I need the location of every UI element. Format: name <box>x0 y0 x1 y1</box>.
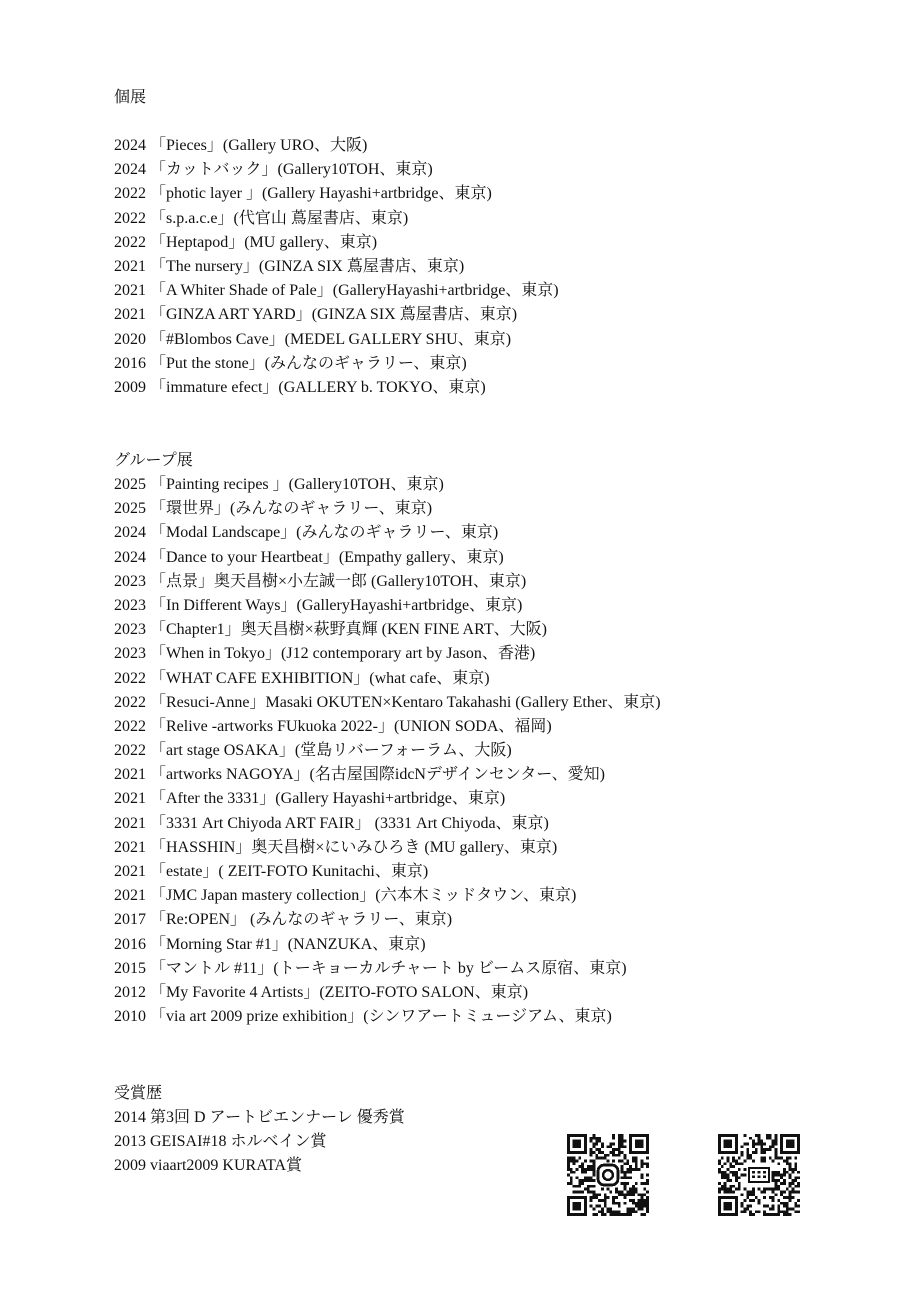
entry-text: 「Morning Star #1」(NANZUKA、東京) <box>150 935 426 953</box>
list-item <box>114 328 814 352</box>
entry-text: 「art stage OSAKA」(堂島リバーフォーラム、大阪) <box>150 742 512 760</box>
list-item <box>114 255 814 279</box>
list-item <box>114 546 814 570</box>
entry-text: 「My Favorite 4 Artists」(ZEITO-FOTO SALON、東京) <box>150 983 529 1001</box>
entry-text: 「Heptapod」(MU gallery、東京) <box>150 233 378 251</box>
entry-text: 「After the 3331」(Gallery Hayashi+artbridge、東京) <box>150 790 506 808</box>
list-item <box>114 884 814 908</box>
entry-year: 2020 <box>114 330 146 348</box>
instagram-icon <box>595 1162 620 1187</box>
list-item <box>114 1106 814 1130</box>
entry-text: 「GINZA ART YARD」(GINZA SIX 蔦屋書店、東京) <box>150 306 518 324</box>
entry-text: 「Relive -artworks FUkuoka 2022-」(UNION SODA、福岡) <box>150 717 552 735</box>
entry-text: 「Chapter1」奥天昌樹×萩野真輝 (KEN FINE ART、大阪) <box>150 621 547 639</box>
entry-year: 2022 <box>114 693 146 711</box>
entry-year: 2023 <box>114 645 146 663</box>
entry-year: 2015 <box>114 959 146 977</box>
entry-text: 「estate」( ZEIT-FOTO Kunitachi、東京) <box>150 863 429 880</box>
qr-code-instagram[interactable] <box>567 1134 649 1216</box>
solo-exhibitions-section <box>114 86 814 400</box>
entry-text: 「Pieces」(Gallery URO、大阪) <box>150 137 368 154</box>
entry-year: 2009 <box>114 1157 146 1175</box>
entry-year: 2024 <box>114 161 146 179</box>
entry-year: 2021 <box>114 863 146 880</box>
entry-year: 2024 <box>114 548 146 566</box>
entry-text: 「WHAT CAFE EXHIBITION」(what cafe、東京) <box>150 669 490 687</box>
entry-year: 2022 <box>114 233 146 251</box>
list-item <box>114 594 814 618</box>
entry-text: 「カットバック」(Gallery10TOH、東京) <box>150 161 433 179</box>
entry-year: 2012 <box>114 983 146 1001</box>
list-item <box>114 981 814 1005</box>
entry-year: 2025 <box>114 500 146 518</box>
list-item <box>114 715 814 739</box>
qr-code-keyboard[interactable] <box>718 1134 800 1216</box>
entry-year: 2022 <box>114 185 146 203</box>
entry-text: 「Modal Landscape」(みんなのギャラリー、東京) <box>150 524 499 542</box>
list-item <box>114 279 814 303</box>
entry-year: 2021 <box>114 814 146 832</box>
entry-year: 2021 <box>114 790 146 808</box>
list-item <box>114 933 814 957</box>
entry-year: 2021 <box>114 838 146 856</box>
list-item <box>114 352 814 376</box>
list-item <box>114 134 814 158</box>
list-item <box>114 957 814 981</box>
list-item <box>114 739 814 763</box>
entry-year: 2014 <box>114 1109 146 1126</box>
entry-year: 2021 <box>114 766 146 784</box>
entry-text: 「マントル #11」(トーキョーカルチャート by ビームス原宿、東京) <box>150 959 627 977</box>
entry-text: 「via art 2009 prize exhibition」(シンワアートミュージアム、東京) <box>150 1008 612 1026</box>
entry-year: 2016 <box>114 354 146 372</box>
entry-year: 2021 <box>114 306 146 324</box>
entry-text: 「HASSHIN」奥天昌樹×にいみひろき (MU gallery、東京) <box>150 838 558 856</box>
list-item <box>114 836 814 860</box>
entry-text: 「JMC Japan mastery collection」(六本木ミッドタウン、東京) <box>150 887 577 905</box>
entry-year: 2010 <box>114 1008 146 1026</box>
list-item <box>114 812 814 836</box>
solo-exhibitions-list <box>114 134 814 400</box>
entry-text: 「Painting recipes 」(Gallery10TOH、東京) <box>150 476 444 493</box>
entry-year: 2022 <box>114 669 146 687</box>
list-item <box>114 1154 814 1178</box>
entry-year: 2023 <box>114 596 146 614</box>
list-item <box>114 231 814 255</box>
entry-year: 2022 <box>114 742 146 760</box>
entry-text: 「photic layer 」(Gallery Hayashi+artbridge、東京) <box>150 185 492 203</box>
list-item <box>114 860 814 884</box>
list-item <box>114 691 814 715</box>
entry-year: 2017 <box>114 911 146 929</box>
entry-text: 「環世界」(みんなのギャラリー、東京) <box>150 500 433 518</box>
entry-text: GEISAI#18 ホルベイン賞 <box>150 1133 327 1151</box>
entry-text: 「immature efect」(GALLERY b. TOKYO、東京) <box>150 378 486 396</box>
entry-text: 「Put the stone」(みんなのギャラリー、東京) <box>150 354 467 372</box>
entry-year: 2023 <box>114 621 146 639</box>
group-exhibitions-list <box>114 473 814 1029</box>
solo-exhibitions-heading: 個展 <box>114 89 147 106</box>
awards-heading: 受賞歴 <box>114 1085 163 1102</box>
list-item <box>114 570 814 594</box>
list-item <box>114 667 814 691</box>
entry-year: 2022 <box>114 717 146 735</box>
entry-year: 2024 <box>114 137 146 154</box>
awards-section <box>114 1082 814 1179</box>
entry-text: 「When in Tokyo」(J12 contemporary art by Jason、香港) <box>150 645 536 663</box>
awards-list <box>114 1106 814 1179</box>
entry-text: 第3回 D アートビエンナーレ 優秀賞 <box>150 1109 405 1126</box>
list-item <box>114 303 814 327</box>
list-item <box>114 182 814 206</box>
entry-year: 2024 <box>114 524 146 542</box>
list-item <box>114 521 814 545</box>
list-item <box>114 908 814 932</box>
entry-text: 「3331 Art Chiyoda ART FAIR」 (3331 Art Chiyoda、東京) <box>150 814 549 832</box>
list-item <box>114 376 814 400</box>
list-item <box>114 207 814 231</box>
entry-year: 2023 <box>114 572 146 590</box>
entry-text: 「点景」奥天昌樹×小左誠一郎 (Gallery10TOH、東京) <box>150 572 527 590</box>
list-item <box>114 1130 814 1154</box>
list-item <box>114 158 814 182</box>
entry-year: 2021 <box>114 887 146 905</box>
entry-year: 2021 <box>114 257 146 275</box>
entry-year: 2009 <box>114 378 146 396</box>
entry-text: 「In Different Ways」(GalleryHayashi+artbridge、東京) <box>150 596 523 614</box>
entry-text: 「Re:OPEN」 (みんなのギャラリー、東京) <box>150 911 453 929</box>
entry-year: 2013 <box>114 1133 146 1151</box>
list-item <box>114 497 814 521</box>
entry-text: 「The nursery」(GINZA SIX 蔦屋書店、東京) <box>150 257 465 275</box>
list-item <box>114 642 814 666</box>
group-exhibitions-heading: グループ展 <box>114 452 193 469</box>
entry-text: 「#Blombos Cave」(MEDEL GALLERY SHU、東京) <box>150 330 512 348</box>
list-item <box>114 787 814 811</box>
list-item <box>114 473 814 497</box>
entry-text: viaart2009 KURATA賞 <box>150 1157 303 1175</box>
entry-year: 2021 <box>114 282 146 300</box>
entry-text: 「Dance to your Heartbeat」(Empathy gallery、東京) <box>150 548 504 566</box>
entry-year: 2016 <box>114 935 146 953</box>
entry-text: 「artworks NAGOYA」(名古屋国際idcNデザインセンター、愛知) <box>150 766 605 784</box>
keyboard-icon <box>746 1162 771 1187</box>
list-item <box>114 1005 814 1029</box>
entry-text: 「Resuci-Anne」Masaki OKUTEN×Kentaro Takahashi (Gallery Ether、東京) <box>150 693 661 711</box>
entry-text: 「s.p.a.c.e」(代官山 蔦屋書店、東京) <box>150 209 409 227</box>
list-item <box>114 763 814 787</box>
entry-text: 「A Whiter Shade of Pale」(GalleryHayashi+artbridge、東京) <box>150 282 559 300</box>
entry-year: 2025 <box>114 476 146 493</box>
list-item <box>114 618 814 642</box>
entry-year: 2022 <box>114 209 146 227</box>
group-exhibitions-section <box>114 449 814 1029</box>
